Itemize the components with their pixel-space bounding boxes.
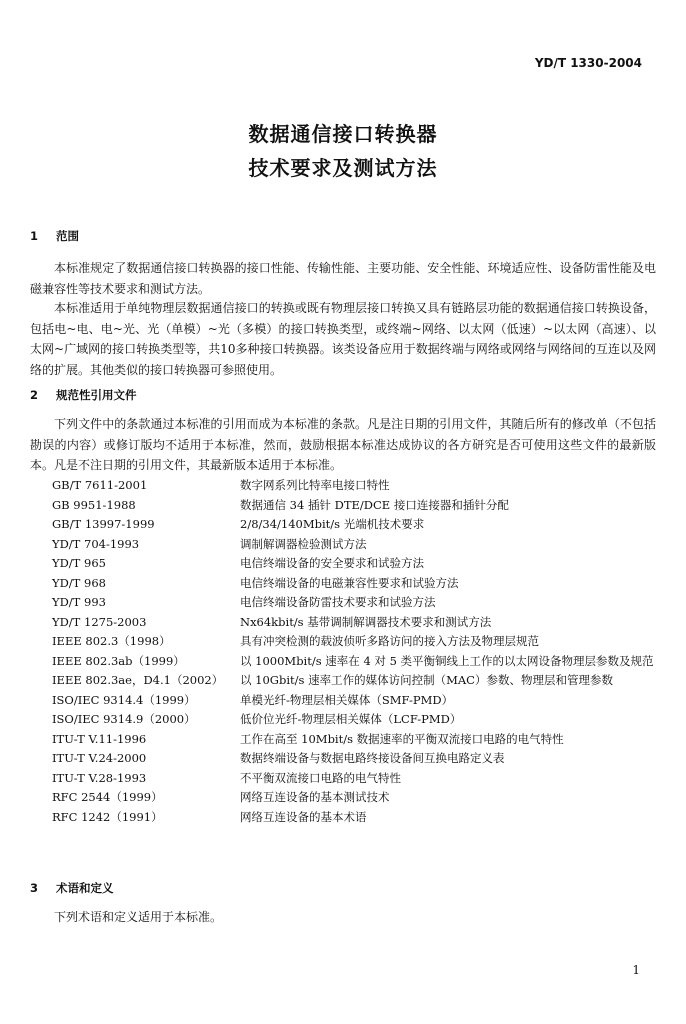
document-title-line-1: 数据通信接口转换器 [248, 122, 438, 146]
reference-title: 工作在高至 10Mbit/s 数据速率的平衡双流接口电路的电气特性 [240, 731, 564, 746]
paragraph-text: 下列术语和定义适用于本标准。 [54, 910, 223, 924]
reference-item [52, 476, 662, 496]
reference-code: IEEE 802.3ae，D4.1（2002） [52, 673, 224, 687]
reference-code: GB/T 7611-2001 [52, 478, 148, 492]
reference-item [52, 496, 662, 516]
reference-title: 数据终端设备与数据电路终接设备间互换电路定义表 [240, 751, 505, 765]
section-3-heading [30, 880, 114, 896]
reference-item [52, 574, 662, 594]
section-number: 3 [30, 881, 39, 895]
section-number: 2 [30, 388, 39, 402]
reference-title: 不平衡双流接口电路的电气特性 [240, 770, 401, 785]
reference-title: 网络互连设备的基本测试技术 [240, 790, 390, 804]
reference-title: 数字网系列比特率电接口特性 [240, 478, 390, 492]
section-1-paragraph-1 [30, 258, 656, 299]
standard-number: YD/T 1330-2004 [534, 56, 642, 70]
reference-title: 具有冲突检测的载波侦听多路访问的接入方法及物理层规范 [240, 634, 539, 648]
reference-code: ITU-T V.24-2000 [52, 751, 147, 765]
reference-item [52, 613, 662, 633]
section-number: 1 [30, 229, 39, 243]
reference-title: 电信终端设备的安全要求和试验方法 [240, 556, 424, 570]
reference-item [52, 593, 662, 613]
paragraph-text: 下列文件中的条款通过本标准的引用而成为本标准的条款。凡是注日期的引用文件，其随后所有的修改单（不包括勘误的内容）或修订版均不适用于本标准，然而，鼓励根据本标准达成协议的各方研究是否可使用这些文件的最新版本。凡是不注日期的引用文件，其最新版本适用于本标准。 [30, 417, 656, 472]
reference-code: ITU-T V.28-1993 [52, 770, 147, 785]
reference-title: 单模光纤-物理层相关媒体（SMF-PMD） [240, 692, 454, 707]
reference-item [52, 808, 662, 828]
reference-code: YD/T 704-1993 [52, 536, 140, 551]
reference-title: 以 10Gbit/s 速率工作的媒体访问控制（MAC）参数、物理层和管理参数 [240, 673, 613, 687]
reference-title: 低价位光纤-物理层相关媒体（LCF-PMD） [240, 712, 462, 726]
paragraph-text: 本标准适用于单纯物理层数据通信接口的转换或既有物理层接口转换又具有链路层功能的数据通信接口转换设备，包括电~电、电~光、光（单模）~光（多模）的接口转换类型，或终端~网络、以太网（低速）~以太网（高速）、以太网~广域网的接口转换类型等，共10多种接口转换器。该类设备应用于数据终端与网络或网络与网络间的互连以及网络的扩展。其他类似的接口转换器可参照使用。 [30, 301, 656, 377]
reference-code: RFC 2544（1999） [52, 790, 163, 804]
reference-item [52, 554, 662, 574]
section-title: 范围 [56, 229, 79, 243]
section-2-paragraph-1 [30, 414, 656, 476]
reference-title: 数据通信 34 插针 DTE/DCE 接口连接器和插针分配 [240, 497, 509, 512]
reference-code: YD/T 993 [52, 595, 106, 609]
reference-item [52, 671, 662, 691]
document-title-line-2: 技术要求及测试方法 [248, 156, 438, 180]
section-title: 术语和定义 [56, 881, 114, 895]
section-1-heading [30, 228, 79, 244]
reference-code: YD/T 968 [52, 575, 106, 590]
reference-title: 2/8/34/140Mbit/s 光端机技术要求 [240, 517, 425, 531]
paragraph-text: 本标准规定了数据通信接口转换器的接口性能、传输性能、主要功能、安全性能、环境适应性、设备防雷性能及电磁兼容性等技术要求和测试方法。 [30, 261, 656, 296]
reference-item [52, 710, 662, 730]
reference-code: IEEE 802.3ab（1999） [52, 653, 185, 668]
reference-item [52, 652, 662, 672]
section-2-heading [30, 387, 137, 403]
reference-title: 网络互连设备的基本术语 [240, 809, 367, 824]
page-number: 1 [632, 963, 640, 977]
reference-item [52, 730, 662, 750]
reference-title: 电信终端设备防雷技术要求和试验方法 [240, 595, 436, 609]
section-3-paragraph-1 [30, 907, 656, 928]
reference-title: 以 1000Mbit/s 速率在 4 对 5 类平衡铜线上工作的以太网设备物理层参数及规范 [240, 653, 654, 668]
reference-code: RFC 1242（1991） [52, 809, 163, 824]
reference-code: IEEE 802.3（1998） [52, 634, 171, 648]
reference-title: 调制解调器检验测试方法 [240, 536, 367, 551]
reference-code: ISO/IEC 9314.9（2000） [52, 712, 196, 726]
reference-item [52, 632, 662, 652]
reference-item [52, 769, 662, 789]
section-1-paragraph-2 [30, 298, 656, 380]
reference-code: ITU-T V.11-1996 [52, 731, 147, 746]
reference-item [52, 788, 662, 808]
reference-code: GB/T 13997-1999 [52, 517, 155, 531]
reference-item [52, 515, 662, 535]
normative-references-list [52, 476, 662, 827]
reference-code: ISO/IEC 9314.4（1999） [52, 692, 196, 707]
reference-title: 电信终端设备的电磁兼容性要求和试验方法 [240, 575, 459, 590]
section-title: 规范性引用文件 [56, 388, 137, 402]
reference-item [52, 691, 662, 711]
reference-code: GB 9951-1988 [52, 497, 136, 512]
reference-item [52, 535, 662, 555]
reference-code: YD/T 965 [52, 556, 106, 570]
reference-item [52, 749, 662, 769]
reference-code: YD/T 1275-2003 [52, 614, 147, 629]
reference-title: Nx64kbit/s 基带调制解调器技术要求和测试方法 [240, 614, 492, 629]
